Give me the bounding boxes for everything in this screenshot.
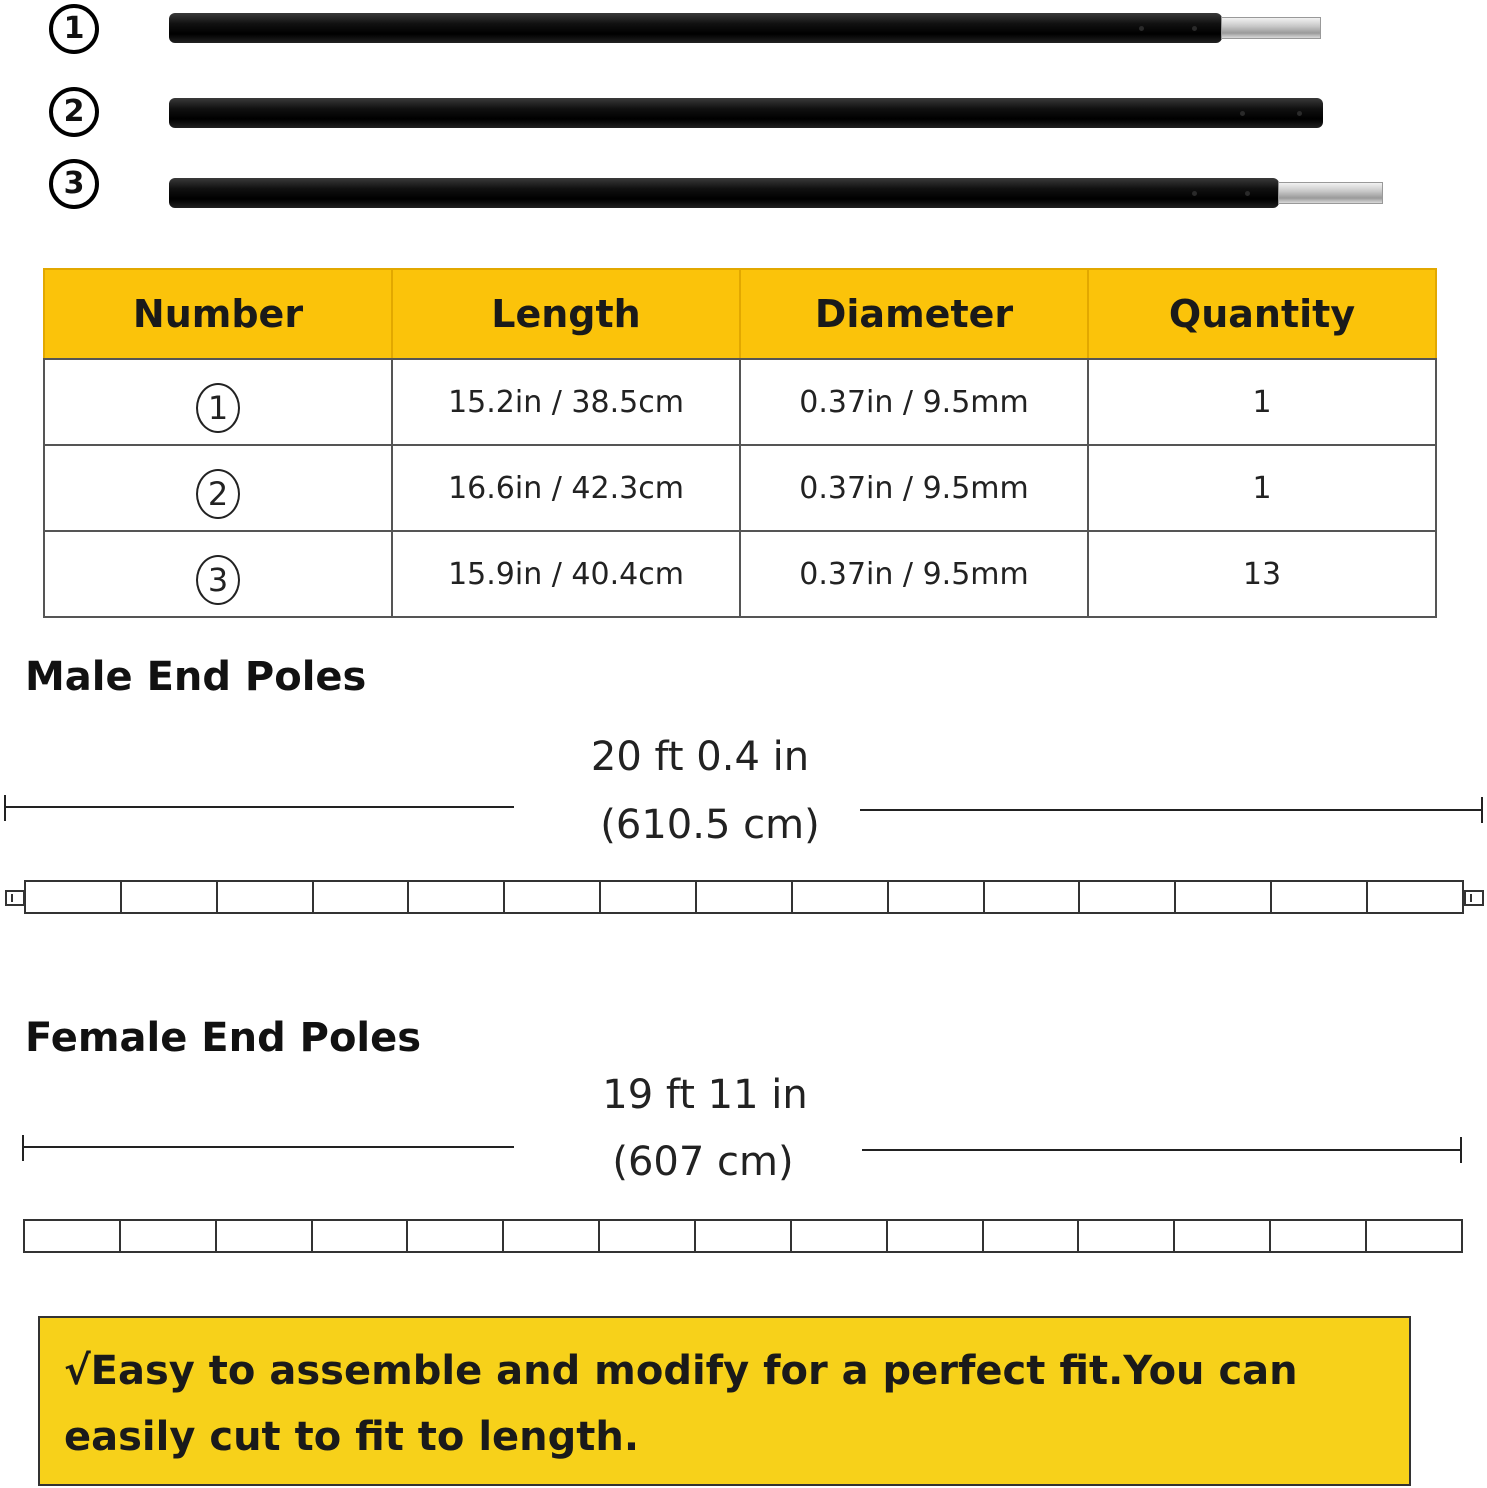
spec-table [43,268,1437,618]
female-length-metric: (607 cm) [612,1139,794,1185]
pole-3-hole [1245,191,1250,196]
male-assembled-pole [24,880,1464,914]
pole-segment [601,882,697,912]
pole-segment [218,882,314,912]
pole-segment [697,882,793,912]
pole-segment [600,1221,696,1251]
male-end-left-connector [5,890,25,906]
pole-segment [313,1221,409,1251]
cell-length: 16.6in / 42.3cm [392,445,740,531]
pole-2-hole [1297,111,1302,116]
male-dimension-right-tick [1481,797,1483,823]
table-row [44,445,1436,531]
pole-1-hole [1139,26,1144,31]
pole-segment [985,882,1081,912]
cell-number [44,531,392,617]
number-badge: 2 [196,469,240,519]
pole-segment [792,1221,888,1251]
column-header-quantity: Quantity [1088,269,1436,359]
pole-segment [1176,882,1272,912]
female-dimension-line-left [22,1146,514,1148]
female-length-imperial: 19 ft 11 in [602,1072,808,1118]
female-dimension-right-tick [1460,1137,1462,1163]
cell-number [44,359,392,445]
male-section-title: Male End Poles [25,654,367,700]
pole-segment [408,1221,504,1251]
female-dimension-left-tick [22,1135,24,1161]
pole-segment [25,1221,121,1251]
pole-segment [1271,1221,1367,1251]
pole-number-badge: 1 [49,4,99,54]
pole-1-image [169,13,1222,43]
note-text: √Easy to assemble and modify for a perfect fit.You can easily cut to fit to length. [64,1348,1298,1460]
cell-quantity: 1 [1088,359,1436,445]
pole-segment [504,1221,600,1251]
column-header-diameter: Diameter [740,269,1088,359]
pole-segment [217,1221,313,1251]
pole-segment [1368,882,1462,912]
male-dimension-line-left [4,806,514,808]
cell-diameter: 0.37in / 9.5mm [740,531,1088,617]
pole-3-hole [1192,191,1197,196]
pole-segment [696,1221,792,1251]
pole-segment [1175,1221,1271,1251]
female-section-title: Female End Poles [25,1015,422,1061]
table-row [44,359,1436,445]
male-end-right-connector [1464,890,1484,906]
pole-segment [1272,882,1368,912]
cell-diameter: 0.37in / 9.5mm [740,445,1088,531]
male-dimension-line-right [860,809,1482,811]
cell-quantity: 1 [1088,445,1436,531]
pole-3-metal-tip [1278,182,1383,204]
female-dimension-line-right [862,1149,1462,1151]
male-dimension-left-tick [4,795,6,821]
cell-number [44,445,392,531]
pole-3-image [169,178,1279,208]
pole-segment [1079,1221,1175,1251]
pole-segment [1367,1221,1461,1251]
pole-number-badge: 3 [49,159,99,209]
pole-segment [793,882,889,912]
cell-diameter: 0.37in / 9.5mm [740,359,1088,445]
column-header-number: Number [44,269,392,359]
table-row [44,531,1436,617]
female-assembled-pole [23,1219,1463,1253]
pole-segment [1080,882,1176,912]
pole-number-badge: 2 [49,87,99,137]
number-badge: 1 [196,383,240,433]
pole-segment [314,882,410,912]
cell-length: 15.9in / 40.4cm [392,531,740,617]
pole-segment [121,1221,217,1251]
cell-length: 15.2in / 38.5cm [392,359,740,445]
pole-segment [888,1221,984,1251]
pole-segment [984,1221,1080,1251]
cell-quantity: 13 [1088,531,1436,617]
pole-segment [26,882,122,912]
pole-segment [409,882,505,912]
pole-segment [122,882,218,912]
pole-2-image [169,98,1323,128]
column-header-length: Length [392,269,740,359]
male-length-metric: (610.5 cm) [600,802,820,848]
note-box [38,1316,1411,1486]
pole-segment [889,882,985,912]
pole-1-metal-tip [1221,17,1321,39]
pole-segment [505,882,601,912]
male-length-imperial: 20 ft 0.4 in [590,734,810,780]
table-header-row [44,269,1436,359]
pole-1-hole [1192,26,1197,31]
number-badge: 3 [196,555,240,605]
pole-2-hole [1240,111,1245,116]
